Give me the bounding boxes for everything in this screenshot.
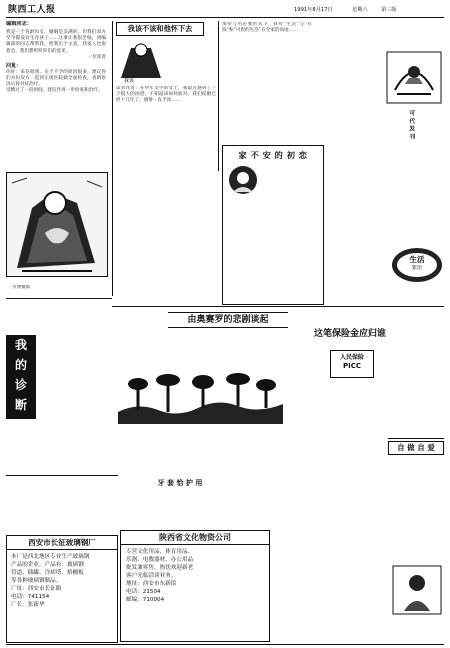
newspaper-name: 陕西工人报 [8, 5, 56, 15]
diagnosis-intro [6, 301, 110, 333]
bottom-rule [6, 644, 444, 645]
ad-culture-title: 陕西省文化物资公司 [121, 531, 269, 545]
insurance-logo-title: 人民保险 [339, 354, 364, 361]
diagnosis-char-2: 的 [14, 358, 27, 372]
insurance-logo-box [330, 350, 374, 378]
bottom-left-rule [6, 475, 118, 476]
diagnosis-char-4: 断 [14, 398, 27, 412]
ad-glass-title: 西安市长征玻璃钢厂 [7, 536, 117, 550]
bottom-left-body [6, 477, 114, 533]
ad-glass-line-2: 产品的企业，产品有：玻璃钢 [11, 562, 84, 568]
svg-text:我该: 我该 [124, 78, 135, 84]
diagnosis-body [40, 335, 110, 455]
side-label: 可代发刊 [407, 110, 414, 142]
insurance-title: 这笔保险金应归谁 [313, 329, 386, 339]
zixue-top-rule [388, 438, 444, 439]
letter-body: 我是一个育龄妇女，婚姻是美满的，但我们双方至今都没有生育孩子……这事让我很苦恼，请编辑部的同志帮帮我，给我出个主意。我爱人也很着急，我们想听听你们的意见。 [6, 30, 106, 54]
woodcut-photo [6, 172, 108, 277]
diagnosis-char-1: 我 [14, 338, 27, 352]
shenghuo-label: 生活 [409, 255, 425, 264]
masthead-rule [6, 17, 444, 18]
bottom-center-title: 牙 套 恰 护 用 [157, 478, 203, 487]
ad-glass-line-7: 厂长：张新华 [11, 602, 45, 608]
anxin-box [222, 145, 324, 305]
insurance-col1 [285, 345, 327, 475]
side-label-box [406, 110, 444, 148]
ad-glass-factory [6, 535, 118, 643]
letter-heading: 编辑同志： [6, 21, 32, 27]
ad-culture-line-1: 专营文化用品、体育用品、 [126, 549, 194, 555]
tree-story-left [118, 426, 196, 474]
ad-glass-line-3: 管道、储罐、冷却塔、格栅板 [11, 570, 84, 576]
zixue-title: 自 做 自 爱 [397, 443, 435, 452]
letter-column [6, 21, 106, 171]
ad-culture-line-3: 批发兼零售，热忱欢迎新老 [126, 565, 194, 571]
diagnosis-label-box [6, 335, 36, 419]
column-rule-1 [112, 21, 113, 296]
ad-glass-line-5: 厂址：西安市长征路 [11, 586, 62, 592]
bottom-center-body [120, 492, 270, 530]
anxin-title-bar [225, 148, 321, 162]
shenghuo-sublabel: 絮语 [411, 265, 422, 271]
letter-signature: 一位读者 [87, 54, 106, 60]
middle-story-col1 [115, 308, 167, 378]
anxin-title: 家 不 安 的 初 恋 [238, 150, 308, 160]
mid-top-title: 我该不该和他怀下去 [127, 24, 193, 33]
ad-culture-line-4: 客户光临洽谈业务。 [126, 573, 177, 579]
ad-culture-line-2: 乐器、电教器材、办公用品 [126, 557, 194, 563]
insurance-col2 [330, 380, 374, 475]
ad-culture-line-5: 地址：西安市东新街 [126, 581, 177, 587]
middle-story-title: 由奥赛罗的悲剧谈起 [187, 315, 269, 325]
page-number: 第三版 [381, 7, 397, 13]
issue-weekday: 星期六 [352, 7, 368, 13]
photo-caption: 贝博摄影 [12, 285, 31, 290]
anxin-illustration [227, 164, 259, 196]
lower-section-rule [6, 298, 112, 299]
mid-top-illustration [116, 38, 166, 84]
anxin-text-right [328, 145, 388, 265]
reply-body: 你好：来信收到。关于不孕的原因很多，建议你们夫妇双方一起到正规医院做全面检查，查明原因后再对症治疗。 [6, 69, 106, 88]
middle-story-top-rule [112, 306, 444, 307]
diagnosis-char-3: 诊 [14, 378, 27, 392]
ad-glass-line-4: 等各种玻璃钢制品。 [11, 578, 62, 584]
ad-glass-line-1: 本厂是西北地区专业生产玻璃钢 [11, 554, 90, 560]
right-top-body-2 [316, 22, 382, 142]
issue-date: 1991年8月17日 [294, 7, 333, 13]
insurance-logo-sub: PICC [342, 362, 361, 371]
tree-story-right [200, 426, 284, 474]
right-top-illustration [385, 50, 443, 105]
middle-story-title-box [168, 312, 288, 328]
bottom-right-body [274, 478, 384, 643]
zixue-illustration [392, 565, 442, 615]
zixue-title-box [388, 441, 444, 455]
masthead [6, 4, 444, 17]
reply-note: 受精过了一段时间，建议作进一步检查和治疗。 [6, 88, 103, 94]
shenghuo-badge [390, 246, 444, 284]
mid-top-title-box [116, 22, 204, 36]
tree-illustration [118, 372, 283, 424]
reply-heading: 回复： [6, 63, 22, 70]
column-rule-2 [218, 21, 219, 171]
insurance-col3 [378, 345, 444, 475]
ad-culture-line-7: 邮编：710004 [126, 597, 165, 603]
ad-culture-line-6: 电话：21504 [126, 589, 161, 595]
ad-glass-line-6: 电话：741154 [11, 594, 50, 600]
ad-culture-company [120, 530, 270, 642]
mid-top-body: 读者作者：在中年文学的女士，我最近遇到了一个很大的困惑，不知道该如何面对。我们结婚已经十几年了，感情一直平淡…… [116, 86, 216, 104]
right-top-body: 那份与名必要形式下，我对“生活”与“有钱”和“可贵的生活”在全家的角度…… [222, 22, 312, 34]
